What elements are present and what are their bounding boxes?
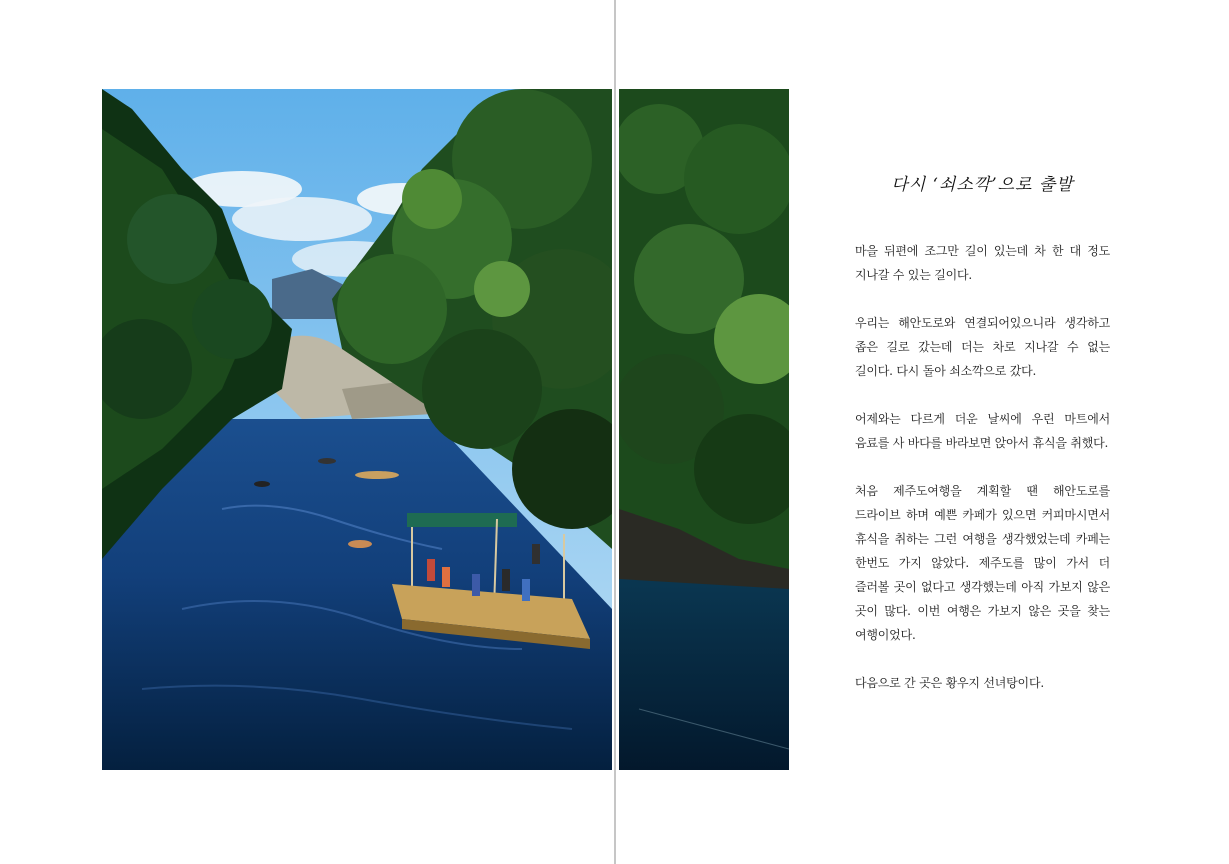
gorge-photo-right (619, 89, 789, 770)
book-gutter (614, 0, 616, 864)
paragraph-5: 다음으로 간 곳은 황우지 선녀탕이다. (855, 676, 1044, 690)
text-page (855, 170, 1110, 719)
paragraph-4: 처음 제주도여행을 계획할 땐 해안도로를 드라이브 하며 예쁜 카페가 있으면 커피마시면서 휴식을 취하는 그런 여행을 생각했었는데 카페는 한번도 가지 않았다. 제주도를 많이 가서 더 즐러볼 곳이 없다고 생각했는데 아직 가보지 않은 곳이 많다. 이번 여행은 가보지 않은 곳을 찾는 여행이었다. (855, 484, 1110, 642)
gorge-photo-left (102, 89, 612, 770)
paragraph-2: 우리는 해안도로와 연결되어있으니라 생각하고 좁은 길로 갔는데 더는 차로 지나갈 수 없는 길이다. 다시 돌아 쇠소깍으로 갔다. (855, 316, 1110, 378)
paragraph-1: 마을 뒤편에 조그만 길이 있는데 차 한 대 정도 지나갈 수 있는 길이다. (855, 244, 1110, 282)
paragraph-3: 어제와는 다르게 더운 날씨에 우린 마트에서 음료를 사 바다를 바라보면 앉아서 휴식을 취했다. (855, 412, 1110, 450)
page-title: 다시 ‘쇠소깍’으로 출발 (891, 175, 1074, 195)
